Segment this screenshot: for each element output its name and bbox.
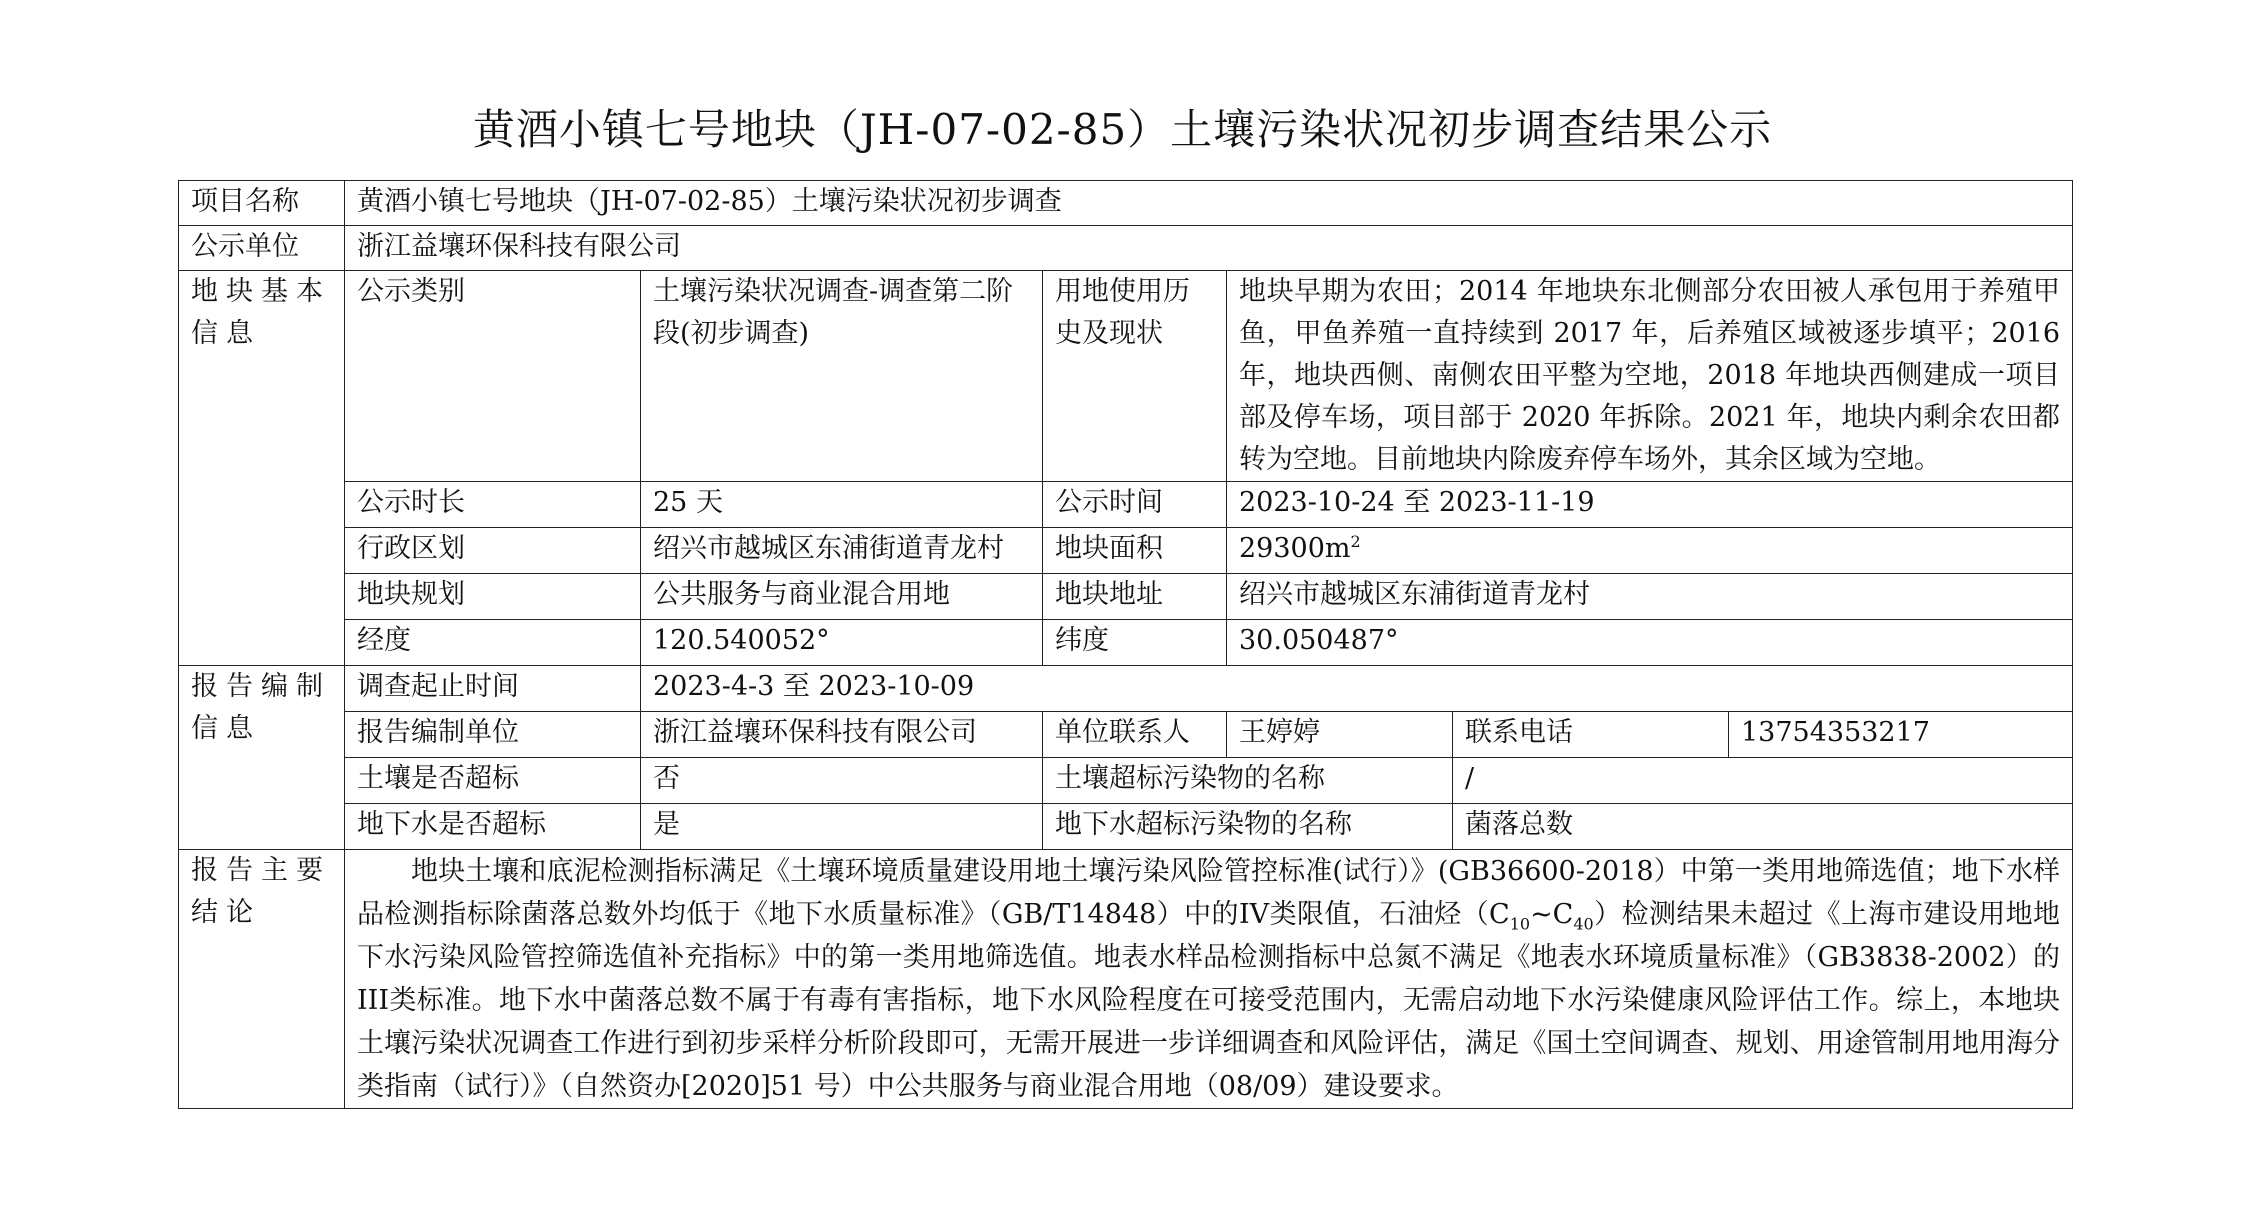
history-value: 地块早期为农田；2014 年地块东北侧部分农田被人承包用于养殖甲鱼，甲鱼养殖一直持续到 2017 年，后养殖区域被逐步填平；2016 年，地块西侧、南侧农田平整为空地，2018 年地块西侧建成一项目部及停车场，项目部于 2020 年拆除。2021 年，地块内剩余农田都转为空地。目前地块内除废弃停车场外，其余区域为空地。 <box>1227 271 2073 482</box>
period-label: 公示时间 <box>1043 482 1227 528</box>
coordinates-row <box>179 620 2073 666</box>
conclusion-section-label: 报告主要结论 <box>179 850 345 1109</box>
address-label: 地块地址 <box>1043 574 1227 620</box>
duration-row <box>179 482 2073 528</box>
soil-exceed-label: 土壤是否超标 <box>345 758 641 804</box>
soil-pollutant-value: / <box>1453 758 2073 804</box>
lon-value: 120.540052° <box>641 620 1043 666</box>
publisher-label: 公示单位 <box>179 226 345 271</box>
plan-value: 公共服务与商业混合用地 <box>641 574 1043 620</box>
category-value: 土壤污染状况调查-调查第二阶段(初步调查) <box>641 271 1043 482</box>
area-value <box>1227 528 2073 574</box>
survey-period-value: 2023-4-3 至 2023-10-09 <box>641 666 2073 712</box>
gw-exceed-label: 地下水是否超标 <box>345 804 641 850</box>
site-category-row <box>179 271 2073 482</box>
conclusion-row <box>179 850 2073 1109</box>
project-row <box>179 181 2073 226</box>
period-value: 2023-10-24 至 2023-11-19 <box>1227 482 2073 528</box>
project-label: 项目名称 <box>179 181 345 226</box>
category-label: 公示类别 <box>345 271 641 482</box>
phone-value: 13754353217 <box>1729 712 2073 758</box>
site-info-section-label: 地块基本信息 <box>179 271 345 666</box>
survey-period-label: 调查起止时间 <box>345 666 641 712</box>
conclusion-text: 地块土壤和底泥检测指标满足《土壤环境质量建设用地土壤污染风险管控标准(试行）》(GB36600-2018）中第一类用地筛选值；地下水样品检测指标除菌落总数外均低于《地下水质量标准》（GB/T14848）中的IV类限值，石油烃$(C_{10}\sim C_{40})$检测结果未超过《上海市建设用地地下水污染风险管控筛选值补充指标》中的第一类用地筛选值。地表水样品检测指标中总氮不满足《地表水环境质量标准》（GB3838-2002）的III类标准。地下水中菌落总数不属于有毒有害指标，地下水风险程度在可接受范围内，无需启动地下水污染健康风险评估工作。综上，本地块土壤污染状况调查工作进行到初步采样分析阶段即可，无需开展进一步详细调查和风险评估，满足《国土空间调查、规划、用途管制用地用海分类指南（试行）》（自然资办[2020]51 号）中公共服务与商业混合用地（08/09）建设要求。 <box>345 850 2073 1109</box>
publisher-row <box>179 226 2073 271</box>
survey-period-row <box>179 666 2073 712</box>
report-org-row <box>179 712 2073 758</box>
duration-label: 公示时长 <box>345 482 641 528</box>
lat-label: 纬度 <box>1043 620 1227 666</box>
area-number: 29300m <box>1239 533 1351 564</box>
contact-label: 单位联系人 <box>1043 712 1227 758</box>
lon-label: 经度 <box>345 620 641 666</box>
lat-value: 30.050487° <box>1227 620 2073 666</box>
gw-exceed-value: 是 <box>641 804 1043 850</box>
area-label: 地块面积 <box>1043 528 1227 574</box>
contact-value: 王婷婷 <box>1227 712 1453 758</box>
gw-exceed-row <box>179 804 2073 850</box>
duration-value: 25 天 <box>641 482 1043 528</box>
org-value: 浙江益壤环保科技有限公司 <box>641 712 1043 758</box>
area-unit-superscript: 2 <box>1350 532 1361 551</box>
disclosure-table <box>178 180 2073 1109</box>
plan-row <box>179 574 2073 620</box>
gw-pollutant-label: 地下水超标污染物的名称 <box>1043 804 1453 850</box>
gw-pollutant-value: 菌落总数 <box>1453 804 2073 850</box>
phone-label: 联系电话 <box>1453 712 1729 758</box>
project-value: 黄酒小镇七号地块（JH-07-02-85）土壤污染状况初步调查 <box>345 181 2073 226</box>
publisher-value: 浙江益壤环保科技有限公司 <box>345 226 2073 271</box>
plan-label: 地块规划 <box>345 574 641 620</box>
address-value: 绍兴市越城区东浦街道青龙村 <box>1227 574 2073 620</box>
soil-exceed-value: 否 <box>641 758 1043 804</box>
district-value: 绍兴市越城区东浦街道青龙村 <box>641 528 1043 574</box>
soil-exceed-row <box>179 758 2073 804</box>
soil-pollutant-label: 土壤超标污染物的名称 <box>1043 758 1453 804</box>
page-title: 黄酒小镇七号地块（JH-07-02-85）土壤污染状况初步调查结果公示 <box>472 105 1773 154</box>
district-row <box>179 528 2073 574</box>
org-label: 报告编制单位 <box>345 712 641 758</box>
district-label: 行政区划 <box>345 528 641 574</box>
carbon-40-subscript: 40 <box>1573 914 1594 934</box>
report-info-section-label: 报告编制信息 <box>179 666 345 850</box>
history-label: 用地使用历史及现状 <box>1043 271 1227 482</box>
carbon-10-subscript: 10 <box>1509 914 1531 934</box>
